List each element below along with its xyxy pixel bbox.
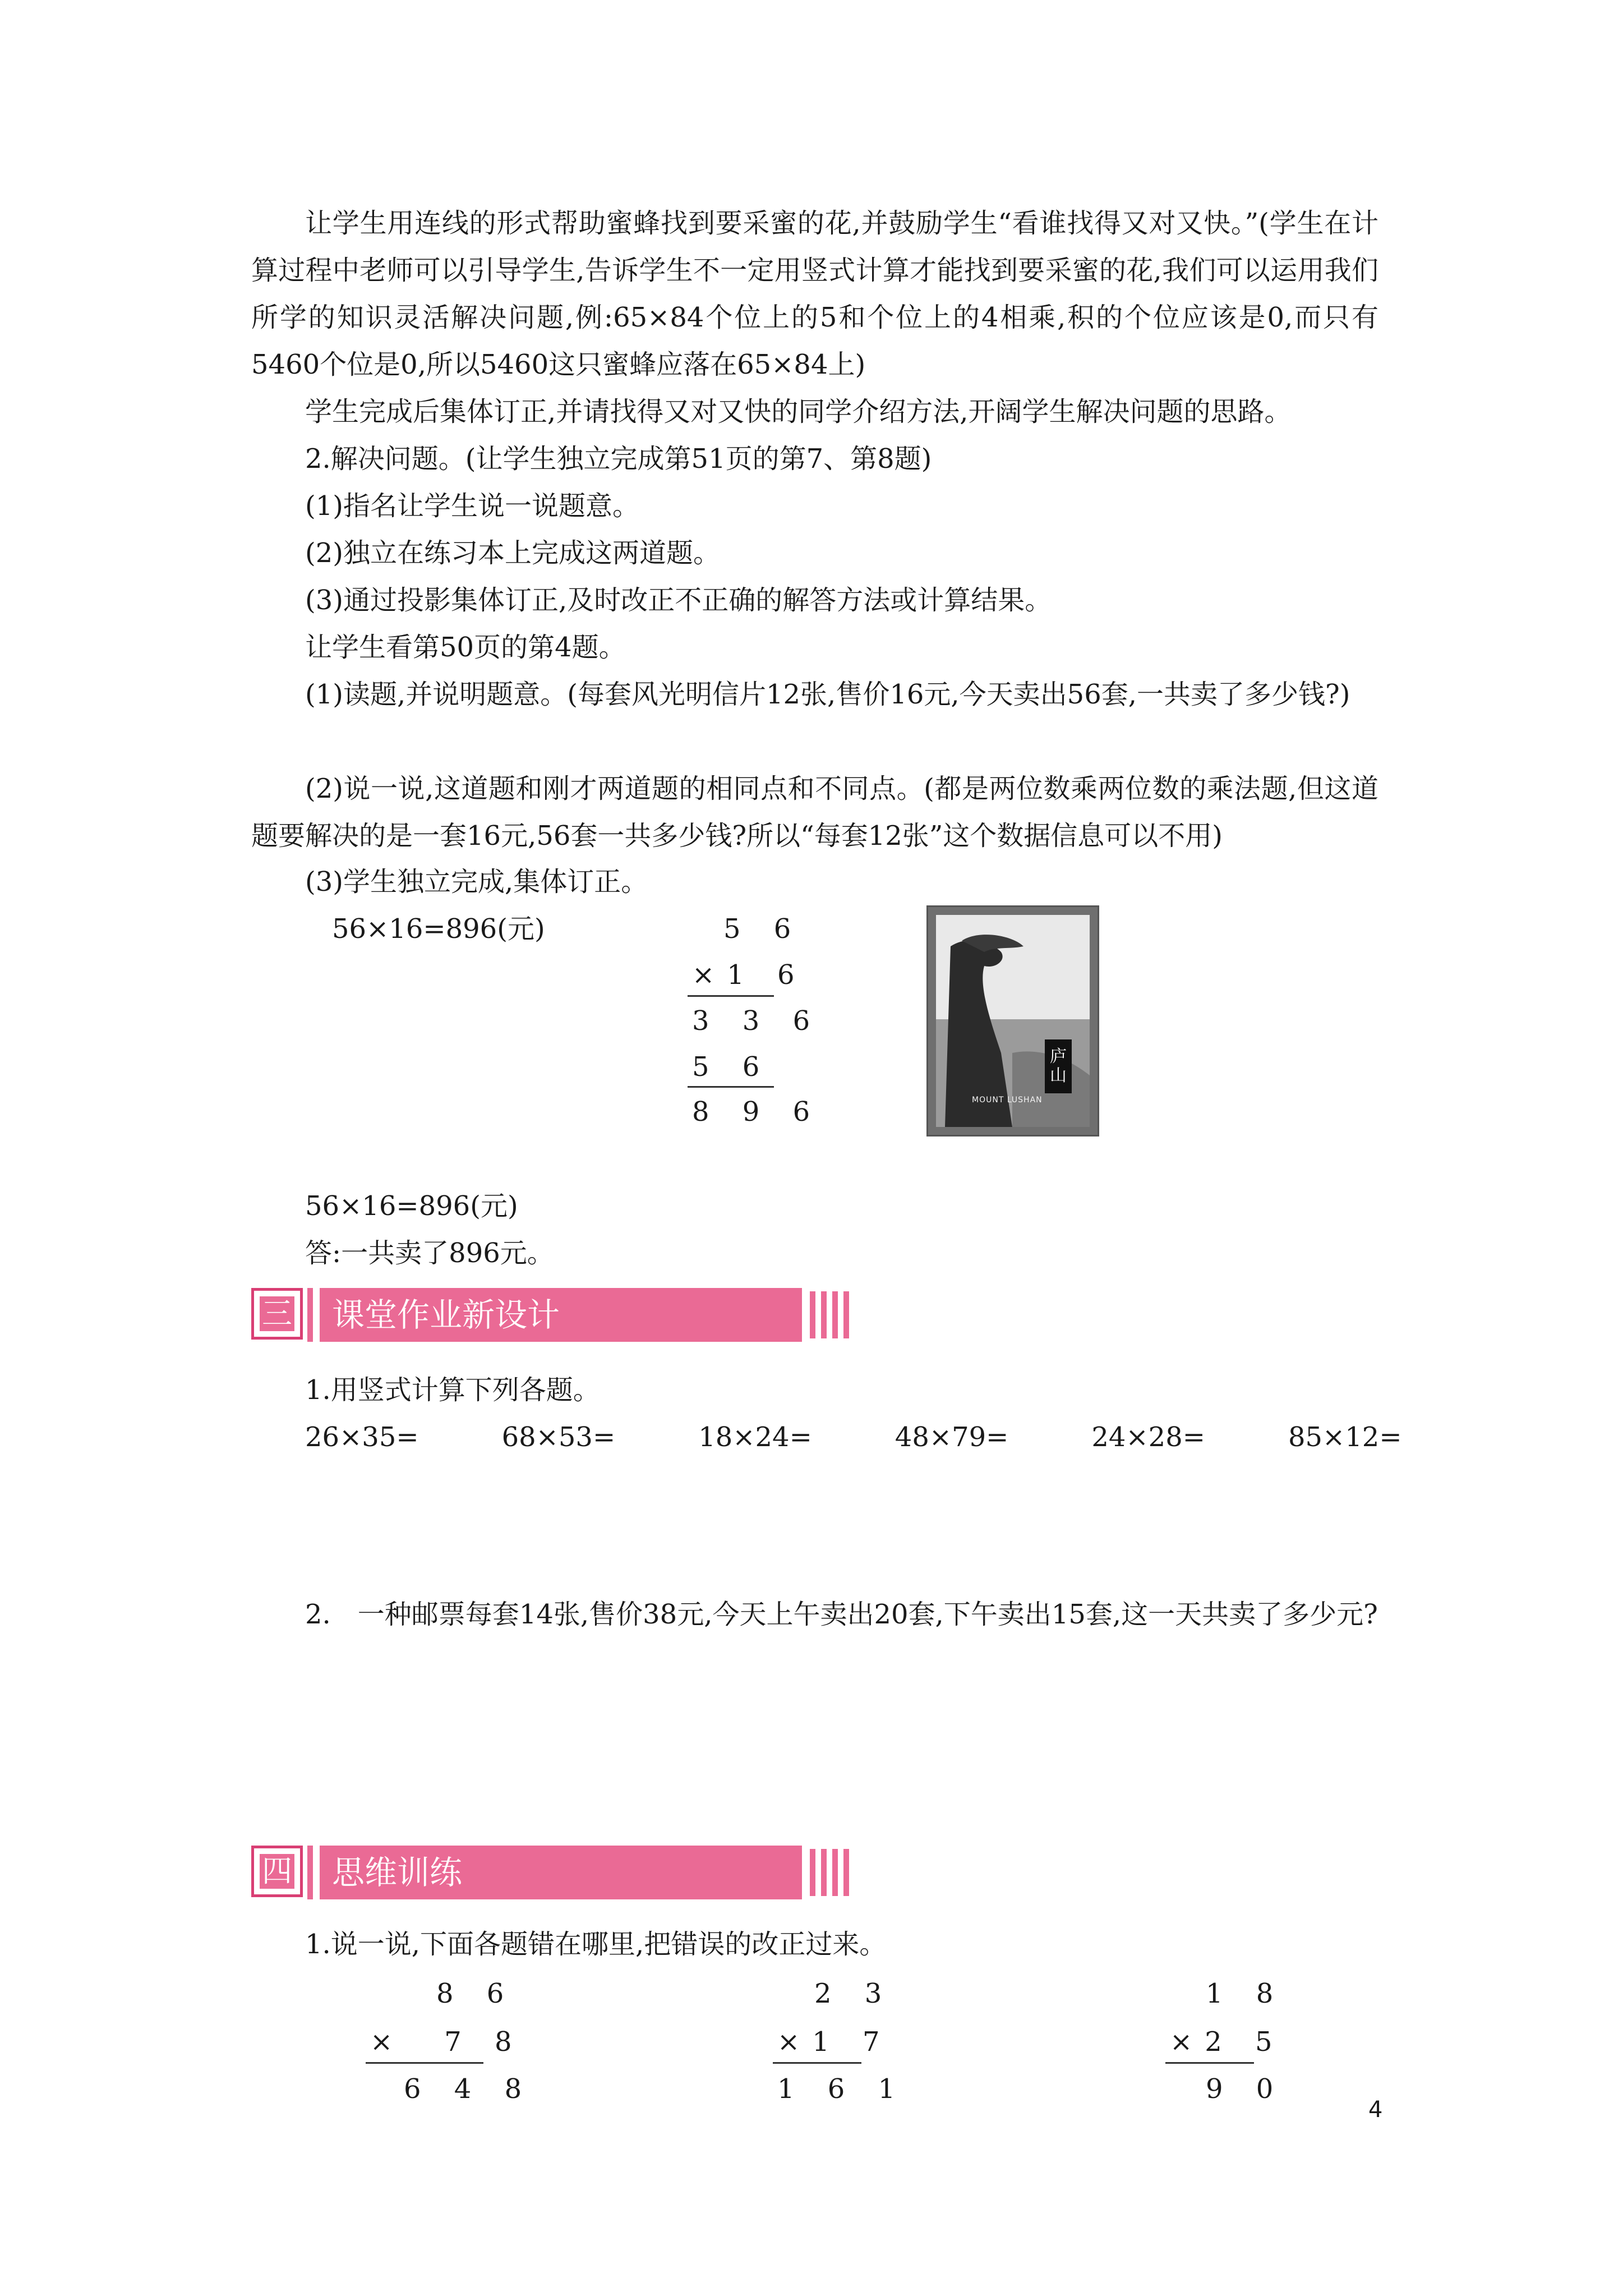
- exercise-item: 18×24=: [698, 1421, 812, 1453]
- section-three-number-box: [251, 1288, 303, 1340]
- problem-rule: [773, 2062, 861, 2064]
- lushan-postcard-image: [926, 905, 1099, 1137]
- vertical-row-3: 3 3 6: [692, 1005, 823, 1037]
- vertical-rule-1: [688, 995, 774, 997]
- section-three-number: 三: [260, 1296, 294, 1331]
- look-instruction: 让学生看第50页的第4题。: [305, 632, 626, 663]
- question-1: (1)读题,并说明题意。(每套风光明信片12张,售价16元,今天卖出56套,一共卖了多少钱?): [305, 679, 1350, 710]
- header-stripe: [307, 1846, 313, 1899]
- step-2: (2)独立在练习本上完成这两道题。: [305, 537, 720, 569]
- header-tick: [832, 1291, 838, 1338]
- problem-result: 9 0: [1206, 2073, 1286, 2105]
- equation-result: 56×16=896(元): [305, 1190, 518, 1222]
- exercise-item: 24×28=: [1091, 1421, 1205, 1453]
- problem-top: 2 3: [814, 1978, 895, 2009]
- problem-multiplier: ×1 7: [777, 2026, 892, 2058]
- problem-multiplier: × 7 8: [370, 2026, 524, 2058]
- header-tick: [821, 1291, 827, 1338]
- exercise-item: 68×53=: [501, 1421, 616, 1453]
- vertical-row-5: 8 9 6: [692, 1096, 823, 1128]
- header-tick: [810, 1291, 815, 1338]
- intro-paragraph: 让学生用连线的形式帮助蜜蜂找到要采蜜的花,并鼓励学生“看谁找得又对又快。”(学生在计算过程中老师可以引导学生,告诉学生不一定用竖式计算才能找到要采蜜的花,我们可以运用我们所学的知识灵活解决问题,例:65×84个位上的5和个位上的4相乘,积的个位应该是0,而只有5460个位是0,所以5460这只蜜蜂应落在65×84上): [251, 208, 1378, 380]
- header-stripe: [307, 1288, 313, 1342]
- header-tick: [843, 1849, 849, 1896]
- error-correction-instruction: 1.说一说,下面各题错在哪里,把错误的改正过来。: [305, 1929, 887, 1960]
- header-tick: [832, 1849, 838, 1896]
- problem-rule: [1165, 2062, 1254, 2064]
- equation-left: 56×16=896(元): [332, 913, 545, 945]
- problem-rule: [366, 2062, 483, 2064]
- section-four-header: [251, 1846, 879, 1899]
- page-number: 4: [1368, 2097, 1383, 2123]
- vertical-row-1: 5 6: [723, 913, 804, 945]
- header-tick: [821, 1849, 827, 1896]
- exercise-row: [305, 1420, 1485, 1454]
- header-tick: [810, 1849, 815, 1896]
- postcard-title-en: MOUNT LUSHAN: [972, 1096, 1043, 1105]
- review-paragraph: 学生完成后集体订正,并请找得又对又快的同学介绍方法,开阔学生解决问题的思路。: [305, 396, 1292, 427]
- vertical-calc-instruction: 1.用竖式计算下列各题。: [305, 1374, 600, 1406]
- answer: 答:一共卖了896元。: [305, 1237, 554, 1269]
- step-3: (3)通过投影集体订正,及时改正不正确的解答方法或计算结果。: [305, 585, 1052, 616]
- step-1: (1)指名让学生说一说题意。: [305, 490, 639, 522]
- problem-result: 1 6 1: [777, 2073, 908, 2105]
- section-four-title: 思维训练: [320, 1846, 802, 1899]
- question-3: (3)学生独立完成,集体订正。: [305, 866, 648, 898]
- exercise-item: 85×12=: [1288, 1421, 1402, 1453]
- question-2: (2)说一说,这道题和刚才两道题的相同点和不同点。(都是两位数乘两位数的乘法题,但这道题要解决的是一套16元,56套一共多少钱?所以“每套12张”这个数据信息可以不用): [251, 773, 1378, 852]
- problem-multiplier: ×2 5: [1170, 2026, 1285, 2058]
- problem-result: 6 4 8: [404, 2073, 534, 2105]
- exercise-item: 26×35=: [305, 1421, 419, 1453]
- section-four-number: 四: [260, 1854, 294, 1889]
- problem-top: 1 8: [1206, 1978, 1286, 2009]
- item-solve-problems: 2.解决问题。(让学生独立完成第51页的第7、第8题): [305, 443, 932, 475]
- vertical-rule-2: [688, 1086, 774, 1088]
- vertical-row-2: ×1 6: [692, 959, 807, 991]
- postcard-title-cn: 庐山: [1050, 1047, 1067, 1085]
- problem-top: 8 6: [436, 1978, 517, 2009]
- header-tick: [843, 1291, 849, 1338]
- stamp-word-problem: 2. 一种邮票每套14张,售价38元,今天上午卖出20套,下午卖出15套,这一天共卖了多少元?: [305, 1599, 1378, 1630]
- section-three-header: [251, 1288, 879, 1342]
- vertical-row-4: 5 6: [692, 1051, 772, 1083]
- section-four-number-box: [251, 1846, 303, 1897]
- exercise-item: 48×79=: [895, 1421, 1009, 1453]
- section-three-title: 课堂作业新设计: [320, 1288, 802, 1342]
